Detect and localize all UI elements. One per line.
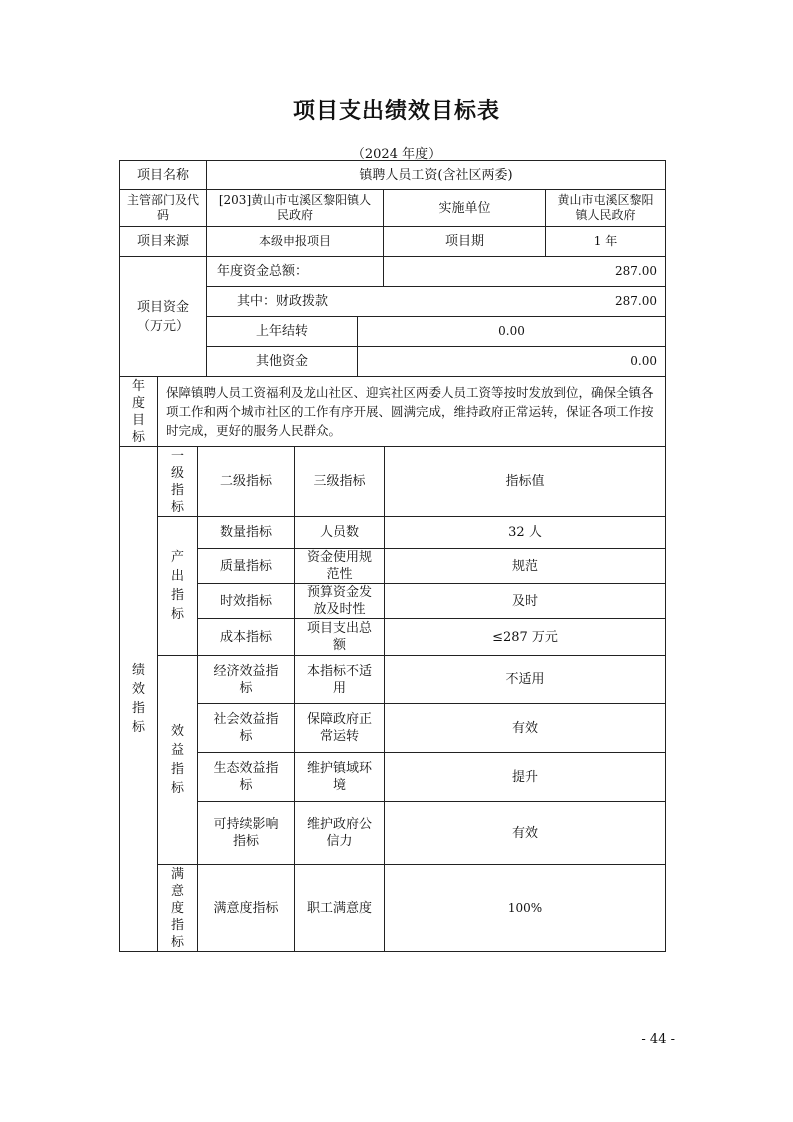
page-number: - 44 - <box>641 1032 675 1047</box>
table-row-level3: 保障政府正常运转 <box>306 712 372 744</box>
dept-value: [203]黄山市屯溪区黎阳镇人民政府 <box>218 193 372 222</box>
table-row-level2: 时效指标 <box>219 593 272 609</box>
funds-total-label: 年度资金总额： <box>217 264 309 279</box>
indicators-label: 绩效指标 <box>131 663 145 735</box>
project-name-value: 镇聘人员工资(含社区两委) <box>359 167 513 183</box>
table-row-level3: 本指标不适用 <box>306 663 372 696</box>
source-label: 项目来源 <box>136 234 189 249</box>
table-row-level3: 职工满意度 <box>306 900 372 916</box>
funds-total-value: 287.00 <box>615 264 657 278</box>
table-row-level2: 成本指标 <box>219 629 272 645</box>
table-row-value: 规范 <box>511 558 538 574</box>
goal-label: 年度目标 <box>131 378 145 445</box>
table-row-value: ≤287 万元 <box>492 629 558 645</box>
carryover-label: 上年结转 <box>255 324 308 339</box>
table-row-level2: 生态效益指标 <box>213 761 279 793</box>
output-indicators-label: 产出指标 <box>170 550 184 622</box>
benefit-indicators-label: 效益指标 <box>170 724 184 796</box>
project-name-label: 项目名称 <box>136 167 189 183</box>
year-label: （2024 年度） <box>351 147 442 162</box>
satisfaction-indicators-label: 满意度指标 <box>170 866 184 950</box>
table-row-level2: 质量指标 <box>219 558 272 574</box>
funds-fiscal-value: 287.00 <box>615 294 657 308</box>
table-row-value: 有效 <box>511 720 538 736</box>
table-row-value: 100% <box>507 900 543 915</box>
table-row-level3: 维护政府公信力 <box>306 817 372 849</box>
impl-unit-value: 黄山市屯溪区黎阳镇人民政府 <box>557 193 654 222</box>
source-value: 本级申报项目 <box>258 234 331 248</box>
table-row-value: 及时 <box>511 593 538 609</box>
header-level2: 二级指标 <box>219 474 272 489</box>
other-funds-label: 其他资金 <box>255 354 308 369</box>
table-row-level2: 经济效益指标 <box>213 663 279 696</box>
header-level1: 一级指标 <box>170 448 184 515</box>
header-level3: 三级指标 <box>313 474 366 489</box>
other-funds-value: 0.00 <box>630 354 657 368</box>
period-label: 项目期 <box>444 234 484 249</box>
table-row-level3: 项目支出总额 <box>306 621 372 653</box>
page-title: 项目支出绩效目标表 <box>292 99 500 124</box>
header-value: 指标值 <box>505 474 545 489</box>
period-value: 1 年 <box>593 234 618 248</box>
table-row-value: 32 人 <box>508 525 542 540</box>
dept-label: 主管部门及代码 <box>126 193 199 222</box>
table-row-level3: 资金使用规范性 <box>306 550 372 582</box>
table-row-level2: 社会效益指标 <box>213 712 279 744</box>
impl-unit-label: 实施单位 <box>438 200 491 216</box>
table-row-level3: 维护镇域环境 <box>306 761 372 793</box>
goal-text: 保障镇聘人员工资福利及龙山社区、迎宾社区两委人员工资等按时发放到位，确保全镇各项工作和两个城市社区的工作有序开展、圆满完成，维持政府正常运转，保证各项工作按时完成，更好的服务人民群众。 <box>166 385 654 438</box>
funds-label: 项目资金（万元） <box>136 299 189 334</box>
funds-fiscal-label: 其中：财政拨款 <box>237 294 329 309</box>
carryover-value: 0.00 <box>498 324 525 338</box>
table-row-level2: 满意度指标 <box>213 900 279 916</box>
table-row-level3: 人员数 <box>319 525 359 540</box>
table-row-value: 提升 <box>511 769 538 785</box>
table-row-value: 有效 <box>511 825 538 841</box>
table-row-level3: 预算资金发放及时性 <box>306 585 372 617</box>
table-row-value: 不适用 <box>505 672 545 687</box>
table-row-level2: 可持续影响指标 <box>213 817 279 849</box>
table-row-level2: 数量指标 <box>219 525 272 540</box>
